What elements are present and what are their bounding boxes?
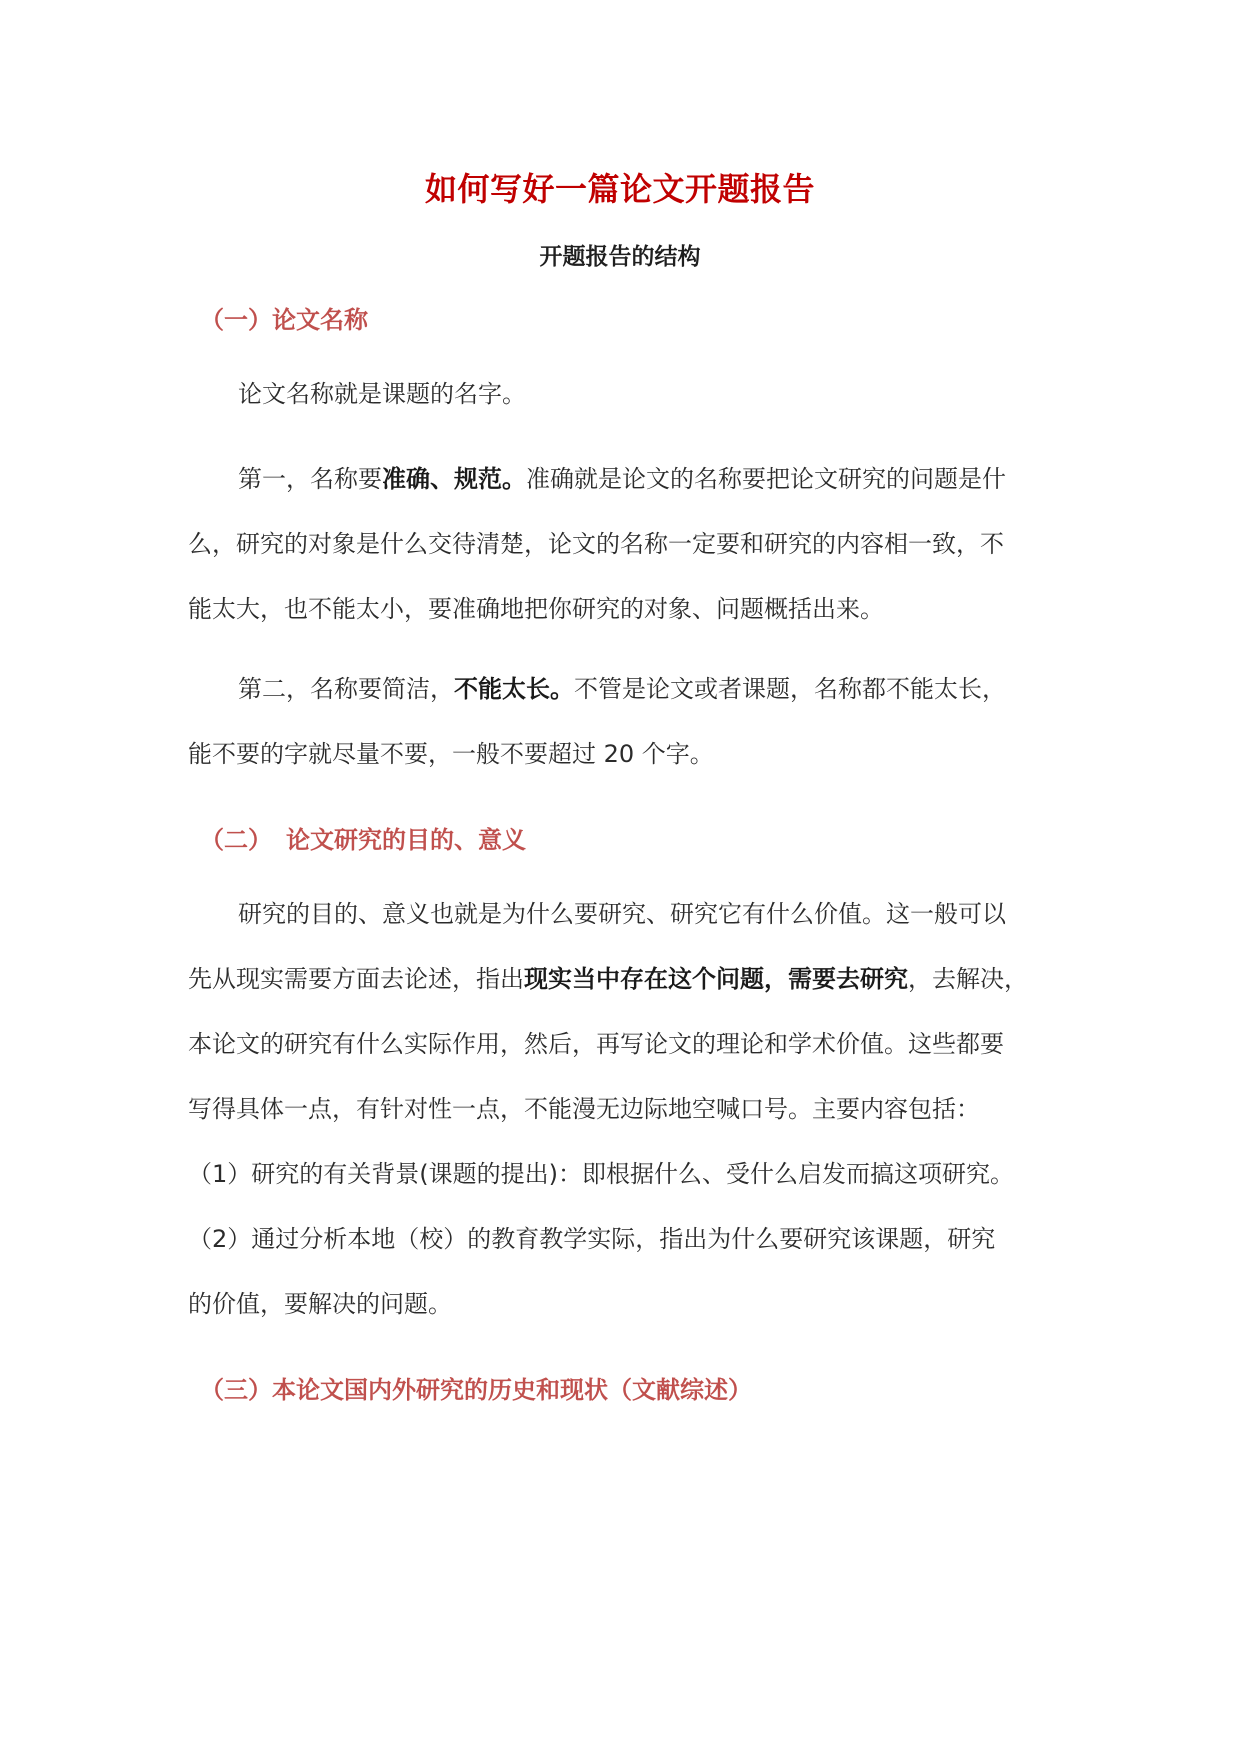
section-2-paragraph-line-3: 本论文的研究有什么实际作用，然后，再写论文的理论和学术价值。这些都要 [188,1030,1004,1058]
paragraph-rest-text: 不管是论文或者课题，名称都不能太长， [574,675,1006,703]
paragraph-rest-text: ，去解决， [908,965,1028,993]
document-subtitle: 开题报告的结构 [539,244,701,270]
paragraph-lead-text: 先从现实需要方面去论述，指出 [188,965,524,993]
paragraph-bold-text: 现实当中存在这个问题，需要去研究 [524,965,908,993]
section-2-heading [200,820,526,855]
section-2-list-item-1: （1）研究的有关背景(课题的提出)：即根据什么、受什么启发而搞这项研究。 [188,1160,1014,1188]
section-2-heading-text: 论文研究的目的、意义 [286,826,526,854]
section-2-paragraph-line-4: 写得具体一点，有针对性一点，不能漫无边际地空喊口号。主要内容包括： [188,1095,980,1123]
section-1-paragraph-2-line-1 [188,657,1068,722]
section-1-heading: （一）论文名称 [200,306,368,334]
section-1-paragraph-1-line-3: 能太大，也不能太小，要准确地把你研究的对象、问题概括出来。 [188,595,884,623]
document-title: 如何写好一篇论文开题报告 [424,170,815,208]
section-2-list-item-2-line-2: 的价值，要解决的问题。 [188,1290,452,1318]
section-1-paragraph-2-line-2: 能不要的字就尽量不要，一般不要超过 20 个字。 [188,740,714,768]
paragraph-bold-text: 准确、规范。 [382,465,526,493]
section-1-intro: 论文名称就是课题的名字。 [238,380,526,408]
section-2-paragraph-line-1: 研究的目的、意义也就是为什么要研究、研究它有什么价值。这一般可以 [238,900,1006,928]
paragraph-lead-text: 第二，名称要简洁， [238,675,454,703]
section-1-paragraph-1-line-1 [188,447,1068,512]
paragraph-lead-text: 第一，名称要 [238,465,382,493]
section-1-paragraph-1-line-2: 么，研究的对象是什么交待清楚，论文的名称一定要和研究的内容相一致，不 [188,530,1004,558]
section-2-paragraph-line-2 [188,947,1068,1012]
section-2-heading-number: （二） [200,826,272,854]
paragraph-rest-text: 准确就是论文的名称要把论文研究的问题是什 [526,465,1006,493]
section-3-heading: （三）本论文国内外研究的历史和现状（文献综述） [200,1376,752,1404]
section-2-list-item-2-line-1: （2）通过分析本地（校）的教育教学实际，指出为什么要研究该课题，研究 [188,1225,996,1253]
paragraph-bold-text: 不能太长。 [454,675,574,703]
